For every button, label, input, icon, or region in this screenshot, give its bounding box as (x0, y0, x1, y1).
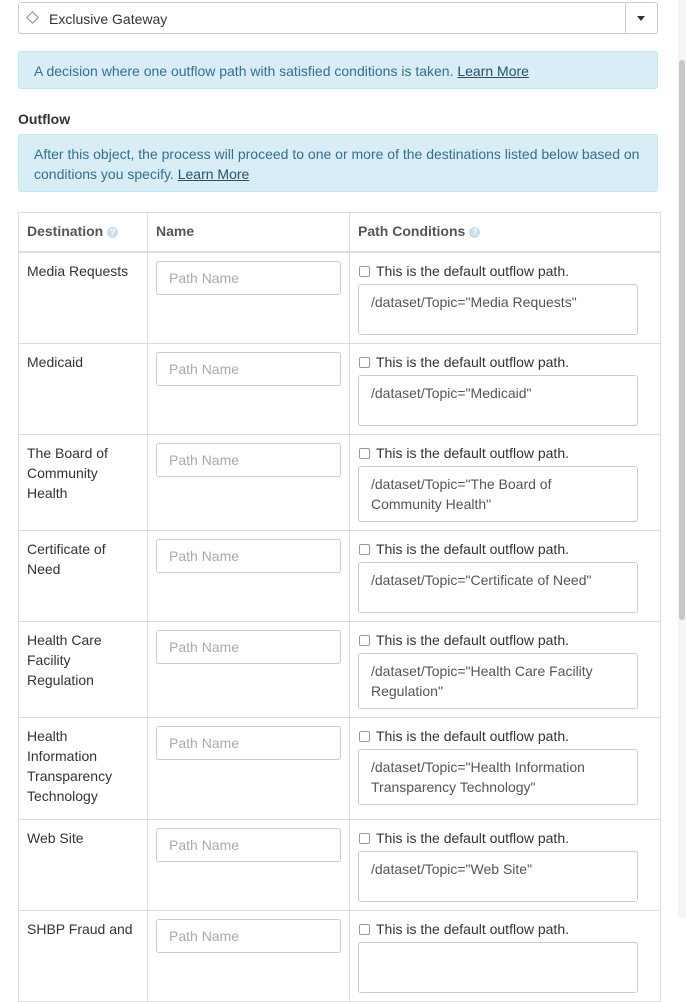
default-path-option[interactable] (358, 353, 652, 371)
name-cell (148, 252, 350, 344)
path-condition-field[interactable]: /dataset/Topic="Web Site" (358, 851, 638, 902)
outflow-learn-more-link[interactable]: Learn More (177, 166, 250, 182)
default-path-checkbox[interactable] (359, 635, 370, 646)
path-condition-field[interactable]: /dataset/Topic="Media Requests" (358, 284, 638, 335)
default-path-checkbox[interactable] (359, 448, 370, 459)
destination-cell (19, 344, 148, 435)
destination-label: Media Requests (27, 263, 129, 279)
default-path-label: This is the default outflow path. (376, 263, 569, 279)
destination-header-label: Destination (27, 223, 104, 239)
name-header-label: Name (156, 223, 195, 239)
default-path-label: This is the default outflow path. (376, 921, 569, 937)
conditions-cell (350, 622, 661, 718)
default-path-label: This is the default outflow path. (376, 445, 569, 461)
help-icon[interactable]: ? (469, 227, 480, 238)
destination-label: Health Care Facility Regulation (27, 632, 102, 688)
conditions-cell (350, 911, 661, 1002)
destination-label: SHBP Fraud and (27, 921, 133, 937)
table-row (19, 531, 661, 622)
name-cell (148, 820, 350, 911)
destination-cell (19, 820, 148, 911)
default-path-checkbox[interactable] (359, 833, 370, 844)
destination-cell (19, 252, 148, 344)
conditions-cell (350, 252, 661, 344)
table-row (19, 911, 661, 1002)
name-header (148, 213, 350, 253)
destination-label: Web Site (27, 830, 84, 846)
path-name-input[interactable] (156, 726, 341, 760)
path-name-input[interactable] (156, 630, 341, 664)
default-path-option[interactable] (358, 920, 652, 938)
default-path-option[interactable] (358, 540, 652, 558)
default-path-checkbox[interactable] (359, 924, 370, 935)
table-row (19, 435, 661, 531)
conditions-cell (350, 435, 661, 531)
path-condition-field[interactable]: /dataset/Topic="Certificate of Need" (358, 562, 638, 613)
default-path-option[interactable] (358, 444, 652, 462)
default-path-checkbox[interactable] (359, 357, 370, 368)
outflow-rows (19, 252, 661, 1002)
default-path-option[interactable] (358, 262, 652, 280)
name-cell (148, 344, 350, 435)
path-condition-field[interactable]: /dataset/Topic="The Board of Community Health" (358, 466, 638, 522)
table-row (19, 252, 661, 344)
default-path-label: This is the default outflow path. (376, 830, 569, 846)
help-icon[interactable]: ? (107, 227, 118, 238)
scrollbar-thumb[interactable] (679, 60, 685, 620)
default-path-label: This is the default outflow path. (376, 728, 569, 744)
conditions-header-label: Path Conditions (358, 223, 466, 239)
dropdown-toggle-button[interactable] (625, 3, 657, 33)
destination-header (19, 213, 148, 253)
path-condition-field[interactable] (358, 942, 638, 993)
gateway-type-select[interactable] (18, 2, 658, 34)
destination-label: Health Information Transparency Technology (27, 728, 113, 804)
default-path-label: This is the default outflow path. (376, 354, 569, 370)
destination-label: The Board of Community Health (27, 445, 108, 501)
diamond-icon (26, 11, 39, 24)
outflow-title: Outflow (18, 111, 71, 127)
destination-cell (19, 435, 148, 531)
path-name-input[interactable] (156, 539, 341, 573)
table-row (19, 820, 661, 911)
conditions-cell (350, 344, 661, 435)
gateway-learn-more-link[interactable]: Learn More (457, 63, 529, 79)
table-header-row (19, 213, 661, 253)
path-name-input[interactable] (156, 443, 341, 477)
path-name-input[interactable] (156, 352, 341, 386)
path-condition-field[interactable]: /dataset/Topic="Health Information Transparency Technology" (358, 749, 638, 805)
default-path-checkbox[interactable] (359, 266, 370, 277)
table-row (19, 718, 661, 820)
conditions-cell (350, 531, 661, 622)
destination-cell (19, 531, 148, 622)
default-path-option[interactable] (358, 727, 652, 745)
name-cell (148, 718, 350, 820)
destination-label: Certificate of Need (27, 541, 106, 577)
name-cell (148, 622, 350, 718)
table-row (19, 344, 661, 435)
path-name-input[interactable] (156, 919, 341, 953)
default-path-checkbox[interactable] (359, 731, 370, 742)
path-name-input[interactable] (156, 261, 341, 295)
gateway-description-text: A decision where one outflow path with satisfied conditions is taken. (34, 63, 454, 79)
scrollbar[interactable] (678, 0, 686, 918)
name-cell (148, 531, 350, 622)
destination-cell (19, 622, 148, 718)
default-path-label: This is the default outflow path. (376, 632, 569, 648)
default-path-option[interactable] (358, 829, 652, 847)
destination-cell (19, 718, 148, 820)
outflow-table (18, 212, 661, 1002)
destination-cell (19, 911, 148, 1002)
table-row (19, 622, 661, 718)
path-condition-field[interactable]: /dataset/Topic="Medicaid" (358, 375, 638, 426)
default-path-option[interactable] (358, 631, 652, 649)
path-name-input[interactable] (156, 828, 341, 862)
gateway-type-value: Exclusive Gateway (49, 11, 168, 27)
name-cell (148, 911, 350, 1002)
name-cell (148, 435, 350, 531)
destination-label: Medicaid (27, 354, 84, 370)
conditions-header (350, 213, 661, 253)
path-condition-field[interactable]: /dataset/Topic="Health Care Facility Regulation" (358, 653, 638, 709)
conditions-cell (350, 820, 661, 911)
outflow-info-text: After this object, the process will proceed to one or more of the destinations listed below based on conditions you specify. (34, 146, 640, 182)
gateway-description (18, 51, 658, 89)
default-path-label: This is the default outflow path. (376, 541, 569, 557)
caret-down-icon (637, 16, 645, 21)
conditions-cell (350, 718, 661, 820)
outflow-info (18, 134, 658, 192)
default-path-checkbox[interactable] (359, 544, 370, 555)
